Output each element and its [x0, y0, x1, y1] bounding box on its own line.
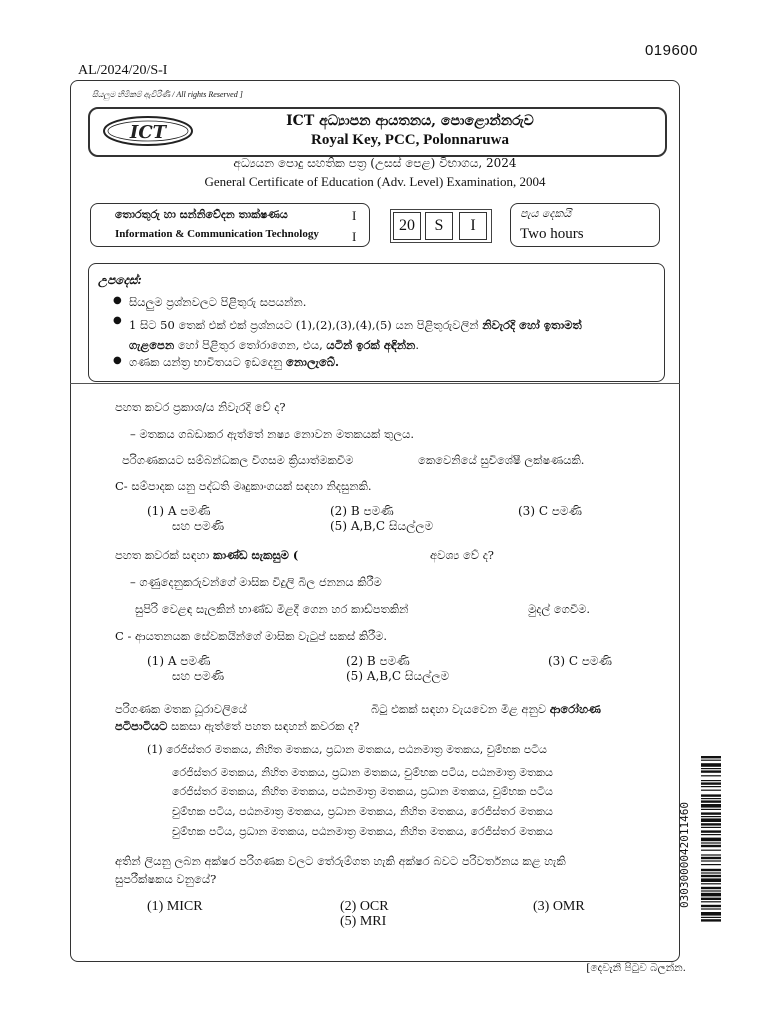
question-3-stem-cont [371, 702, 601, 717]
question-2-statement-b-end: මුදල් ගෙවීම. [528, 602, 591, 616]
question-2-option-3[interactable]: (3) C පමණි [548, 654, 613, 668]
question-4-option-1[interactable]: (1) MICR [147, 899, 203, 914]
question-3-stem-part: බිටු එකක් සඳහා වැයවෙන මිළ අනුව [371, 702, 550, 716]
question-1-option-5[interactable]: (5) A,B,C සියල්ලම [330, 519, 434, 533]
subject-code-box: 20 [393, 212, 421, 240]
question-3-option-5[interactable]: චුම්භක පටිය, ප්‍රධාන මතකය, පඨනමාත්‍ර මතකය, නිහිත මතකය, රෙජිස්තර මතකය [172, 825, 553, 838]
instruction-item [115, 295, 306, 310]
subject-sinhala: තොරතුරු හා සන්නිවේදන තාක්ෂණය [115, 208, 288, 221]
question-3-option-3[interactable]: රෙජිස්තර මතකය, නිහිත මතකය, පඨනමාත්‍ර මතකය, ප්‍රධාන මතකය, චුම්භක පටිය [172, 785, 553, 798]
question-2-statement-b: සුපිරි වෙළඳ සැලකින් භාණ්ඩ මිළදී ගෙන හර කාඩ්පතකින් [135, 602, 409, 616]
instructions-title: උපදෙස්: [98, 273, 142, 287]
question-2-option-1[interactable]: (1) A පමණි [147, 654, 211, 668]
question-4-option-5[interactable]: (5) MRI [340, 914, 387, 929]
instruction-part: . [415, 338, 420, 352]
turn-page-note: [දෙවැනි පිටුව බලන්න. [586, 962, 686, 974]
question-1-stem: පහත කවර ප්‍රකාශ/ය නිවැරදි වේ ද? [115, 400, 286, 414]
exam-title-sinhala: අධ්‍යයන පොදු සහතික පත්‍ර (උසස් පෙළ) විභාගය, 2024 [233, 156, 517, 170]
section-divider [70, 383, 680, 384]
question-2-stem-part: පහත කවරක් සඳහා [115, 548, 213, 562]
question-4-stem: අතින් ලියනු ලබන අක්ෂර පරිගණක වලට තේරුම්ගත හැකි අක්ෂර බවට පරිවර්තනය කළ හැකි [115, 854, 566, 868]
question-3-stem-line2 [115, 719, 359, 734]
exam-title-english: General Certificate of Education (Adv. Level) Examination, 2004 [204, 174, 546, 189]
question-3-option-2[interactable]: රෙජිස්තර මතකය, නිහිත මතකය, ප්‍රධාන මතකය, චුම්භක පටිය, පඨනමාත්‍ර මතකය [172, 766, 553, 779]
subject-code-box: I [459, 212, 487, 240]
question-1-statement-c: C- සම්පාදක යනු පද්ධති මෘදුකාංගයක් සඳහා නිදසුනකි. [115, 479, 372, 493]
rights-notice: සියලුම හිමිකම් ඇවිරිණි / All rights Reserved ] [92, 90, 243, 99]
subject-english: Information & Communication Technology [115, 228, 319, 240]
question-3-stem-emphasis: ආරෝහණ [549, 702, 601, 716]
ict-logo [100, 112, 196, 150]
question-2-stem-end: අවශ්‍ය වේ ද? [430, 548, 494, 562]
question-2-statement-a: – ගණුදෙනුකරුවන්ගේ මාසික විදුලි බිල ජනනය කිරීම [130, 575, 382, 589]
question-2-option-2[interactable]: (2) B පමණි [346, 654, 410, 668]
question-1-option-1[interactable]: (1) A පමණි [147, 504, 211, 518]
time-sinhala: පැය දෙකයි [520, 207, 572, 220]
paper-number-english: I [352, 229, 357, 244]
institute-english: Royal Key, PCC, Polonnaruwa [311, 132, 509, 148]
question-4-option-3[interactable]: (3) OMR [533, 899, 585, 914]
question-3-option-4[interactable]: චුම්භක පටිය, පඨනමාත්‍ර මතකය, ප්‍රධාන මතකය, නිහිත මතකය, රෙජිස්තර මතකය [172, 805, 553, 818]
instruction-text [115, 315, 655, 355]
instruction-part: හෝ පිළිතුර තෝරාගෙන, එය, [174, 338, 327, 352]
question-2-option-5[interactable]: (5) A,B,C සියල්ලම [346, 669, 450, 683]
question-3-stem-emphasis: පටිපාටියට [115, 719, 168, 733]
question-1-statement-a: – මතකය ගබඩාකර ඇත්තේ නෂ්‍ය නොවන මතකයක් තුලය. [130, 427, 415, 441]
instruction-text: ● සියලුම ප්‍රශ්නවලට පිළිතුරු සපයන්න. [129, 295, 307, 309]
question-1-option-3[interactable]: (3) C පමණි [518, 504, 583, 518]
question-1-statement-b-end: කෙවෙනියේ සුවිශේෂී ලක්ෂණයකි. [418, 453, 585, 467]
question-4-option-2[interactable]: (2) OCR [340, 899, 389, 914]
question-2-stem [115, 548, 298, 563]
instruction-emphasis: යටින් ඉරක් අඳින්න [326, 338, 416, 352]
question-3-option-1[interactable]: (1) රෙජිස්තර මතකය, නිහිත මතකය, ප්‍රධාන මතකය, පඨනමාත්‍ර මතකය, චුම්භක පටිය [147, 743, 547, 756]
serial-number: 019600 [644, 42, 698, 59]
institute-sinhala: ICT අධ්‍යාපන ආයතනය, පොළොන්නරුව [286, 113, 534, 129]
instruction-text [115, 355, 339, 370]
question-3-stem: පරිගණක මතක ධූරාවලියේ [115, 702, 247, 716]
instruction-part: 1 සිට 50 තෙක් එක් එක් ප්‍රශ්නයට (1),(2),(3),(4),(5) යන පිළිතුරුවලින් [129, 318, 483, 332]
paper-number-sinhala: I [352, 208, 357, 223]
question-2-stem-emphasis: කාණ්ඩ සැකසුම ( [213, 548, 299, 562]
instruction-emphasis: නිවැරදි හෝ ඉතාමත් [482, 318, 582, 332]
question-1-option-4[interactable]: සහ පමණි [172, 519, 225, 533]
logo-text: ICT [129, 122, 167, 143]
question-4-stem-line2: සුපරීක්ෂකය වනුයේ? [115, 872, 217, 886]
question-1-option-2[interactable]: (2) B පමණි [330, 504, 394, 518]
instruction-emphasis: නොලැබේ. [286, 355, 340, 369]
subject-code-box: S [425, 212, 453, 240]
question-3-stem-part: සකසා ඇත්තේ පහත සඳහන් කවරක ද? [167, 719, 360, 733]
instruction-part: ගණක යන්ත්‍ර භාවිතයට ඉඩදෙනු [129, 355, 287, 369]
time-english: Two hours [520, 226, 584, 242]
barcode-number: 0303000042011460 [678, 802, 691, 908]
paper-code: AL/2024/20/S-I [78, 63, 168, 78]
instruction-item [115, 315, 655, 355]
question-1-statement-b: පරිගණකයට සම්බන්ධකල විගසම ක්‍රියාත්මකවීම [122, 453, 354, 467]
question-2-statement-c: C - ආයතනයක සේවකයින්ගේ මාසික වැටුප් සකස් කිරීම. [115, 629, 388, 643]
question-2-option-4[interactable]: සහ පමණි [172, 669, 225, 683]
instruction-emphasis: ගැළපෙන [129, 338, 175, 352]
instruction-item [115, 355, 339, 370]
